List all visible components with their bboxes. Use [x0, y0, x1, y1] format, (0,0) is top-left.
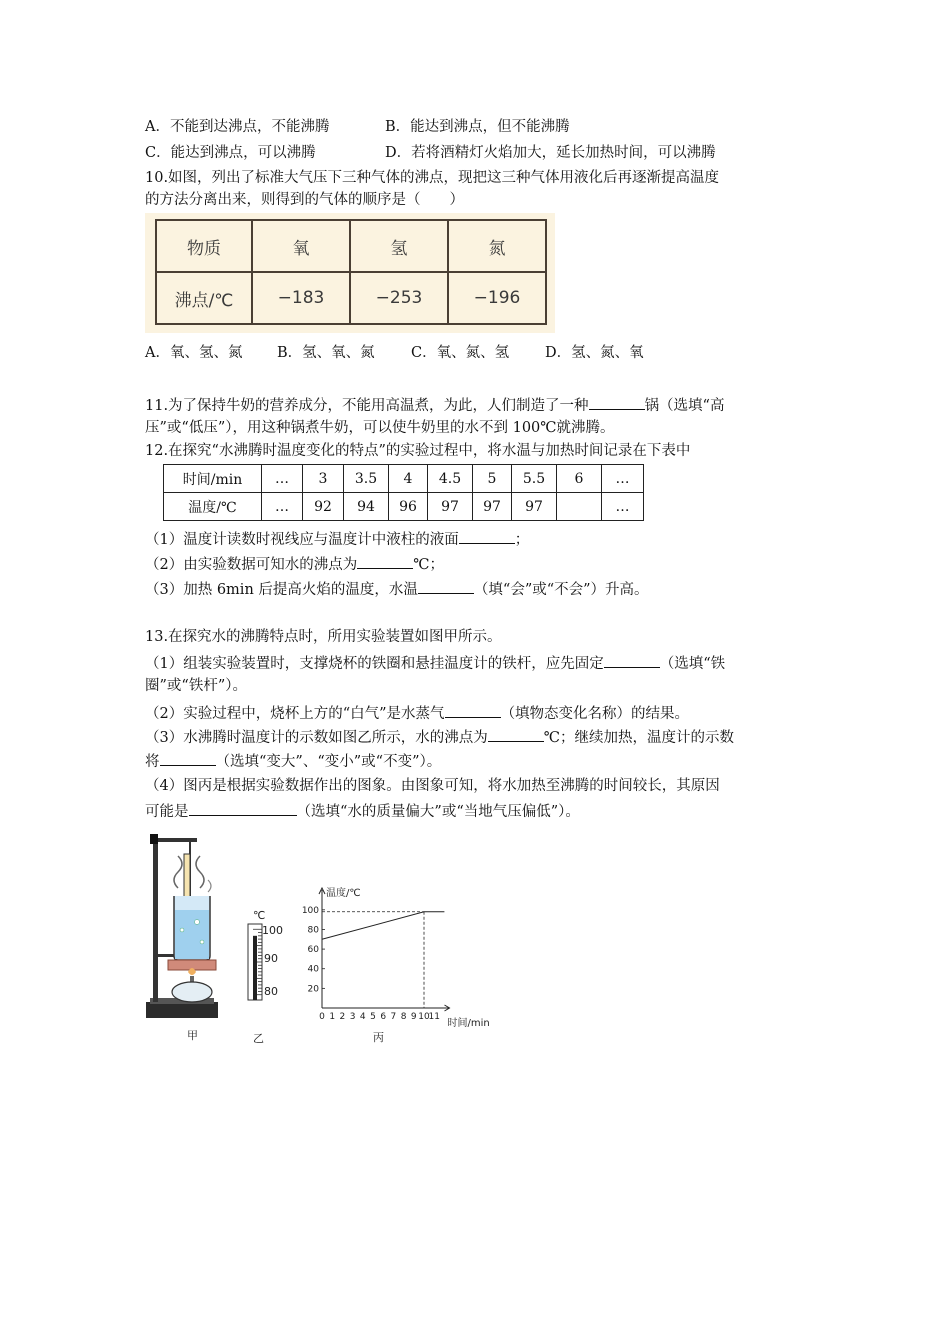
table-row: [156, 220, 546, 272]
steam: [208, 880, 211, 892]
q13-text: （选填“水的质量偏大”或“当地气压偏低”）。: [296, 804, 580, 820]
q12-sub3: [145, 578, 649, 600]
q12-stem: 12.在探究“水沸腾时温度变化的特点”的实验过程中，将水温与加热时间记录在下表中: [145, 443, 691, 459]
bubble: [195, 920, 200, 925]
x-tick-label: 2: [339, 1012, 346, 1022]
q13-text: （3）水沸腾时温度计的示数如图乙所示，水的沸点为: [145, 730, 488, 746]
q11-answer-blank[interactable]: [589, 394, 645, 410]
q12-text: （1）温度计读数时视线应与温度计中液柱的液面: [145, 532, 459, 548]
table-cell: 97: [473, 493, 512, 521]
q12-text: （3）加热 6min 后提高火焰的温度，水温: [145, 582, 418, 598]
q13-blank-1[interactable]: [604, 652, 660, 668]
q9-option-a: A．不能到达沸点，不能沸腾: [145, 119, 330, 135]
x-tick-label: 7: [390, 1012, 397, 1022]
table-cell: 氮: [448, 220, 546, 272]
y-tick-label: 80: [307, 925, 319, 936]
q11-text: 锅（选填“高: [644, 398, 725, 414]
table-cell: …: [262, 465, 303, 493]
table-cell: 5: [473, 465, 512, 493]
clamp: [150, 834, 158, 844]
q10-option-a: A．氧、氢、氮: [145, 345, 243, 361]
q13-sub4-line2: [145, 800, 580, 822]
x-tick-label: 11: [428, 1012, 440, 1022]
q12-text: （填“会”或“不会”）升高。: [473, 582, 649, 598]
q13-text: （选填“变大”、“变小”或“不变”）。: [215, 754, 442, 770]
alcohol-lamp: [172, 982, 212, 1002]
q12-text: （2）由实验数据可知水的沸点为: [145, 557, 358, 573]
q13-sub4-line1: （4）图丙是根据实验数据作出的图象。由图象可知，将水加热至沸腾的时间较长，其原因: [145, 778, 720, 794]
q11-stem-line1: [145, 394, 724, 416]
y-tick-label: 20: [307, 984, 319, 995]
y-tick-label: 40: [307, 964, 319, 975]
table-cell: 97: [512, 493, 557, 521]
q13-sub3-line1: [145, 726, 734, 748]
q10-option-b: B．氢、氧、氮: [277, 345, 375, 361]
q10-stem-line1: 10.如图，列出了标准大气压下三种气体的沸点，现把这三种气体用液化后再逐渐提高温度: [145, 170, 720, 186]
q9-option-c: C．能达到沸点，可以沸腾: [145, 145, 316, 161]
boiling-point-table: [155, 219, 547, 325]
y-axis-label: 温度/℃: [326, 888, 361, 899]
q12-blank-1[interactable]: [459, 528, 515, 544]
q13-text: 可能是: [145, 804, 189, 820]
q13-text: 将: [145, 754, 160, 770]
water-temperature-table: [163, 464, 644, 521]
table-cell: 4: [389, 465, 428, 493]
q12-sub1: [145, 528, 529, 550]
table-cell: 时间/min: [164, 465, 262, 493]
table-cell: …: [262, 493, 303, 521]
table-cell: …: [602, 465, 644, 493]
q13-stem: 13.在探究水的沸腾特点时，所用实验装置如图甲所示。: [145, 629, 502, 645]
q12-blank-3[interactable]: [418, 578, 474, 594]
water: [175, 910, 209, 959]
q12-blank-2[interactable]: [357, 553, 413, 569]
q10-option-c: C．氧、氮、氢: [411, 345, 510, 361]
table-row: [164, 493, 644, 521]
thermometer-tick-label: 100: [262, 924, 283, 937]
table-cell: 沸点/℃: [156, 272, 252, 324]
temperature-time-chart: [300, 880, 510, 1030]
steam: [174, 856, 182, 888]
table-cell: 物质: [156, 220, 252, 272]
q13-text: （2）实验过程中，烧杯上方的“白气”是水蒸气: [145, 706, 445, 722]
table-row: [156, 272, 546, 324]
x-tick-label: 5: [370, 1012, 376, 1022]
q10-stem-line2: 的方法分离出来，则得到的气体的顺序是（ ）: [145, 192, 464, 208]
table-cell: 6: [557, 465, 602, 493]
q13-sub2: [145, 702, 689, 724]
thermometer-arm: [153, 838, 197, 842]
q11-stem-line2: 压”或“低压”），用这种锅煮牛奶，可以使牛奶里的水不到 100℃就沸腾。: [145, 420, 615, 436]
table-cell: …: [602, 493, 644, 521]
x-tick-label: 1: [329, 1012, 336, 1022]
q13-blank-4[interactable]: [160, 750, 216, 766]
q13-text: （1）组装实验装置时，支撑烧杯的铁圈和悬挂温度计的铁杆，应先固定: [145, 656, 604, 672]
table-cell: 92: [303, 493, 344, 521]
q13-text: （选填“铁: [659, 656, 726, 672]
table-cell: −183: [252, 272, 350, 324]
x-tick-label: 10: [418, 1012, 430, 1022]
thermometer-tick-label: 80: [264, 985, 278, 998]
x-tick-label: 3: [349, 1012, 356, 1022]
boiling-point-table-image: [145, 213, 555, 333]
bubble: [180, 928, 184, 932]
q13-blank-5[interactable]: [189, 800, 297, 816]
q13-sub1-line1: [145, 652, 725, 674]
table-cell: 97: [428, 493, 473, 521]
figure-yi-label: 乙: [253, 1032, 264, 1045]
q10-option-d: D．氢、氮、氧: [545, 345, 644, 361]
q13-text: （填物态变化名称）的结果。: [500, 706, 690, 722]
thermometer-tick-label: 90: [264, 952, 278, 965]
q13-text: ℃；继续加热，温度计的示数: [543, 730, 734, 746]
steam: [196, 856, 204, 888]
x-tick-label: 4: [359, 1012, 366, 1022]
q9-option-d: D．若将酒精灯火焰加大，延长加热时间，可以沸腾: [385, 145, 716, 161]
q13-blank-2[interactable]: [445, 702, 501, 718]
y-tick-label: 100: [301, 905, 319, 916]
figure-bing-label: 丙: [373, 1031, 384, 1044]
table-cell: 5.5: [512, 465, 557, 493]
stand-base: [146, 1002, 218, 1018]
y-tick-label: 60: [307, 945, 319, 956]
table-cell: 温度/℃: [164, 493, 262, 521]
x-tick-label: 0: [319, 1012, 325, 1022]
table-cell: 4.5: [428, 465, 473, 493]
x-tick-label: 8: [400, 1012, 407, 1022]
apparatus-figure: [142, 826, 242, 1026]
table-cell-empty[interactable]: [557, 493, 602, 521]
x-tick-label: 6: [380, 1012, 387, 1022]
stand-pole: [153, 834, 158, 1002]
table-row: [164, 465, 644, 493]
table-cell: 3: [303, 465, 344, 493]
q11-text: 11.为了保持牛奶的营养成分，不能用高温煮，为此，人们制造了一种: [145, 398, 589, 414]
x-axis-label: 时间/min: [447, 1018, 490, 1029]
table-cell: 氧: [252, 220, 350, 272]
q12-text: ℃；: [413, 557, 444, 573]
table-cell: −253: [350, 272, 448, 324]
q13-blank-3[interactable]: [488, 726, 544, 742]
q13-sub1-line2: 圈”或“铁杆”）。: [145, 678, 247, 694]
table-cell: 3.5: [344, 465, 389, 493]
table-cell: 94: [344, 493, 389, 521]
table-cell: −196: [448, 272, 546, 324]
q9-option-b: B．能达到沸点，但不能沸腾: [385, 119, 570, 135]
q12-sub2: [145, 553, 444, 575]
x-tick-label: 9: [410, 1012, 417, 1022]
thermometer-liquid-column: [253, 936, 257, 1000]
table-cell: 氢: [350, 220, 448, 272]
table-cell: 96: [389, 493, 428, 521]
bubble: [200, 940, 204, 944]
q12-text: ；: [514, 532, 530, 548]
q13-sub3-line2: [145, 750, 441, 772]
thermometer-unit: ℃: [253, 909, 266, 922]
temperature-line: [322, 912, 444, 939]
figure-jia-label: 甲: [187, 1029, 198, 1042]
